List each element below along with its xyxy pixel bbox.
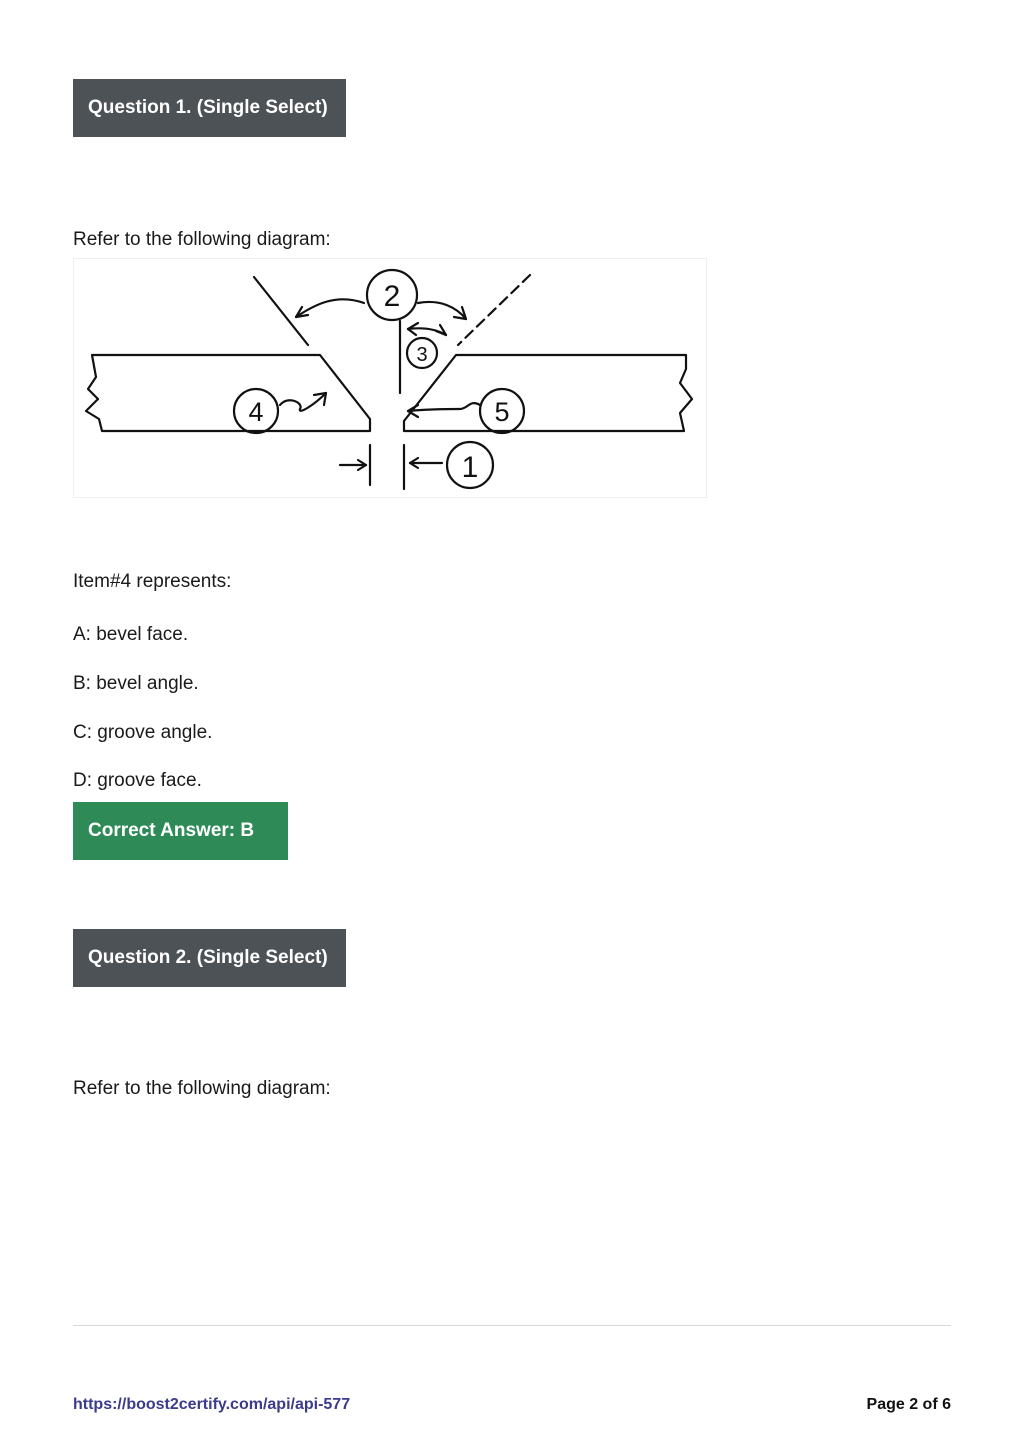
label-5: 5 [494,397,510,427]
weld-joint-diagram [73,258,707,498]
question-2-intro: Refer to the following diagram: [73,1078,331,1099]
option-c[interactable]: C: groove angle. [73,722,213,743]
footer-divider [73,1325,951,1326]
question-2-header: Question 2. (Single Select) [73,929,346,987]
label-4-arrow [280,393,326,411]
page-number: Page 2 of 6 [866,1396,951,1413]
footer-link[interactable]: https://boost2certify.com/api/api-577 [73,1396,351,1413]
option-a[interactable]: A: bevel face. [73,624,189,645]
label-3: 3 [416,344,428,366]
label-1: 1 [461,451,479,484]
option-d[interactable]: D: groove face. [73,770,202,791]
label-4: 4 [248,397,264,427]
correct-answer-badge: Correct Answer: B [73,802,288,860]
option-b[interactable]: B: bevel angle. [73,673,199,694]
label-2: 2 [383,280,401,313]
right-groove-line [458,275,530,345]
left-plate-shape [86,355,370,431]
label-2-right-arrow [418,302,466,319]
right-plate-shape [404,355,692,431]
question-1-header: Question 1. (Single Select) [73,79,346,137]
question-1-prompt: Item#4 represents: [73,571,232,592]
question-1-intro: Refer to the following diagram: [73,229,331,250]
